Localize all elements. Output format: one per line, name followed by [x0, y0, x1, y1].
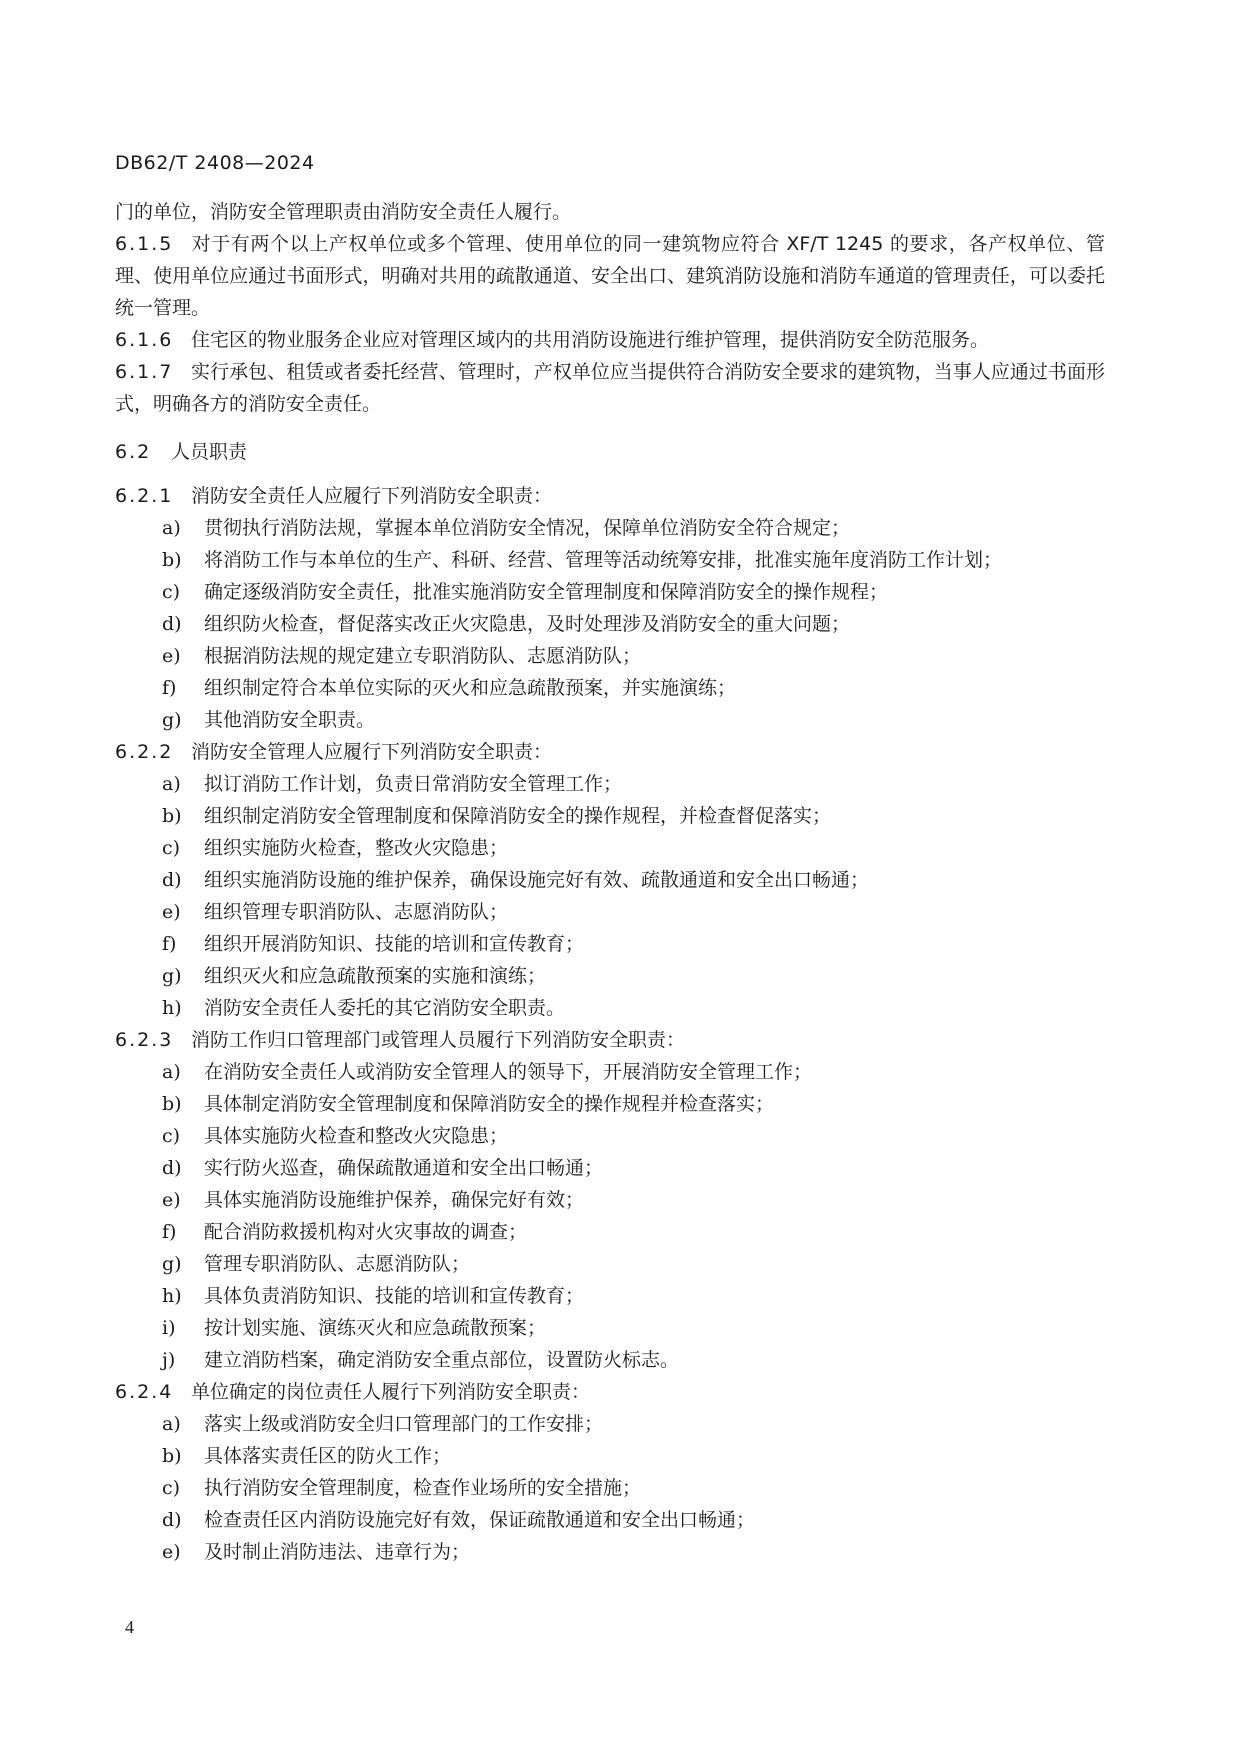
list-item-marker: e)	[162, 1189, 181, 1211]
clause-text: 住宅区的物业服务企业应对管理区域内的共用消防设施进行维护管理，提供消防安全防范服务。	[191, 329, 990, 351]
list-item-marker: g)	[162, 709, 182, 731]
list-item-marker: h)	[162, 997, 182, 1019]
list-item	[115, 576, 1105, 608]
list-item	[115, 1440, 1105, 1472]
list-item-marker: a)	[162, 1413, 181, 1435]
list-item-marker: b)	[162, 805, 182, 827]
list-item	[115, 928, 1105, 960]
clause-heading	[115, 1376, 1105, 1408]
duty-list	[115, 512, 1105, 736]
list-item-text: 管理专职消防队、志愿消防队；	[204, 1253, 471, 1275]
list-item-marker: e)	[162, 645, 181, 667]
list-item-text: 具体实施消防设施维护保养，确保完好有效；	[204, 1189, 585, 1211]
list-item-marker: b)	[162, 1093, 182, 1115]
list-item-marker: e)	[162, 901, 181, 923]
list-item-text: 组织管理专职消防队、志愿消防队；	[204, 901, 509, 923]
document-code-header: DB62/T 2408—2024	[115, 152, 315, 174]
list-item	[115, 672, 1105, 704]
list-item-marker: d)	[162, 1509, 182, 1531]
list-item	[115, 1056, 1105, 1088]
list-item-text: 检查责任区内消防设施完好有效，保证疏散通道和安全出口畅通；	[204, 1509, 756, 1531]
list-item	[115, 608, 1105, 640]
list-item-marker: i)	[162, 1317, 176, 1339]
list-item-marker: e)	[162, 1541, 181, 1563]
list-item-text: 组织防火检查，督促落实改正火灾隐患，及时处理涉及消防安全的重大问题；	[204, 613, 851, 635]
list-item-text: 消防安全责任人委托的其它消防安全职责。	[204, 997, 566, 1019]
list-item	[115, 992, 1105, 1024]
list-item	[115, 1504, 1105, 1536]
list-item-marker: g)	[162, 965, 182, 987]
list-item-marker: h)	[162, 1285, 182, 1307]
clause-text: 对于有两个以上产权单位或多个管理、使用单位的同一建筑物应符合 XF/T 1245 的要求，各产权单位、管理、使用单位应通过书面形式，明确对共用的疏散通道、安全出口、建筑消防设施和消防车通道的管理责任，可以委托统一管理。	[115, 233, 1105, 319]
page-number: 4	[125, 1617, 134, 1637]
section-title: 人员职责	[171, 441, 248, 463]
list-item	[115, 544, 1105, 576]
list-item-text: 组织灭火和应急疏散预案的实施和演练；	[204, 965, 547, 987]
list-item-marker: f)	[162, 1221, 177, 1243]
list-item	[115, 896, 1105, 928]
list-item-text: 组织制定消防安全管理制度和保障消防安全的操作规程，并检查督促落实；	[204, 805, 832, 827]
list-item	[115, 512, 1105, 544]
list-item	[115, 1184, 1105, 1216]
list-item-marker: j)	[162, 1349, 176, 1371]
list-item-marker: f)	[162, 933, 177, 955]
clause-paragraph	[115, 324, 1105, 356]
list-item-marker: a)	[162, 517, 181, 539]
clause-paragraph	[115, 228, 1105, 324]
list-item-text: 确定逐级消防安全责任，批准实施消防安全管理制度和保障消防安全的操作规程；	[204, 581, 889, 603]
section-number: 6.2	[115, 441, 152, 463]
list-item-text: 组织开展消防知识、技能的培训和宣传教育；	[204, 933, 585, 955]
list-item-text: 具体制定消防安全管理制度和保障消防安全的操作规程并检查落实；	[204, 1093, 775, 1115]
list-item-text: 具体负责消防知识、技能的培训和宣传教育；	[204, 1285, 585, 1307]
clause-paragraph	[115, 196, 1105, 228]
list-item-text: 执行消防安全管理制度，检查作业场所的安全措施；	[204, 1477, 642, 1499]
list-item-text: 具体实施防火检查和整改火灾隐患；	[204, 1125, 509, 1147]
clause-number: 6.2.3	[115, 1029, 174, 1051]
list-item-marker: a)	[162, 1061, 181, 1083]
clause-heading	[115, 736, 1105, 768]
list-item	[115, 1472, 1105, 1504]
list-item-text: 及时制止消防违法、违章行为；	[204, 1541, 471, 1563]
intro-paragraphs	[115, 196, 1105, 420]
list-item	[115, 1216, 1105, 1248]
clause-text: 门的单位，消防安全管理职责由消防安全责任人履行。	[115, 201, 572, 223]
list-item	[115, 768, 1105, 800]
list-item	[115, 1344, 1105, 1376]
list-item	[115, 800, 1105, 832]
list-item-text: 拟订消防工作计划，负责日常消防安全管理工作；	[204, 773, 623, 795]
list-item	[115, 1088, 1105, 1120]
list-item-text: 组织制定符合本单位实际的灭火和应急疏散预案，并实施演练；	[204, 677, 737, 699]
list-item-marker: c)	[162, 1477, 181, 1499]
list-item-marker: d)	[162, 869, 182, 891]
list-item	[115, 640, 1105, 672]
list-item-marker: b)	[162, 1445, 182, 1467]
list-item-text: 落实上级或消防安全归口管理部门的工作安排；	[204, 1413, 604, 1435]
list-item-marker: f)	[162, 677, 177, 699]
clause-title: 消防安全管理人应履行下列消防安全职责：	[191, 741, 553, 763]
clause-number: 6.2.2	[115, 741, 174, 763]
list-item-text: 组织实施消防设施的维护保养，确保设施完好有效、疏散通道和安全出口畅通；	[204, 869, 870, 891]
list-item-marker: c)	[162, 1125, 181, 1147]
list-item-marker: a)	[162, 773, 181, 795]
list-item-marker: c)	[162, 837, 181, 859]
list-item	[115, 832, 1105, 864]
clause-number: 6.1.7	[115, 361, 174, 383]
list-item-text: 根据消防法规的规定建立专职消防队、志愿消防队；	[204, 645, 642, 667]
list-item-marker: g)	[162, 1253, 182, 1275]
list-item	[115, 1248, 1105, 1280]
list-item-text: 按计划实施、演练灭火和应急疏散预案；	[204, 1317, 547, 1339]
list-item-marker: c)	[162, 581, 181, 603]
duty-list	[115, 768, 1105, 1024]
list-item	[115, 704, 1105, 736]
list-item	[115, 1536, 1105, 1568]
list-item-text: 实行防火巡查，确保疏散通道和安全出口畅通；	[204, 1157, 604, 1179]
list-item-text: 建立消防档案，确定消防安全重点部位，设置防火标志。	[204, 1349, 680, 1371]
list-item-text: 组织实施防火检查，整改火灾隐患；	[204, 837, 509, 859]
clause-heading	[115, 480, 1105, 512]
clause-title: 消防安全责任人应履行下列消防安全职责：	[191, 485, 553, 507]
list-item-text: 其他消防安全职责。	[204, 709, 376, 731]
clause-paragraph	[115, 356, 1105, 420]
list-item-text: 贯彻执行消防法规，掌握本单位消防安全情况，保障单位消防安全符合规定；	[204, 517, 851, 539]
list-item-marker: b)	[162, 549, 182, 571]
clause-text: 实行承包、租赁或者委托经营、管理时，产权单位应当提供符合消防安全要求的建筑物，当事人应通过书面形式，明确各方的消防安全责任。	[115, 361, 1105, 415]
list-item	[115, 1120, 1105, 1152]
list-item-text: 配合消防救援机构对火灾事故的调查；	[204, 1221, 528, 1243]
list-item-text: 在消防安全责任人或消防安全管理人的领导下，开展消防安全管理工作；	[204, 1061, 813, 1083]
clause-title: 消防工作归口管理部门或管理人员履行下列消防安全职责：	[191, 1029, 686, 1051]
list-item-text: 将消防工作与本单位的生产、科研、经营、管理等活动统筹安排，批准实施年度消防工作计划；	[204, 549, 1003, 571]
clause-number: 6.1.6	[115, 329, 174, 351]
duty-list	[115, 1056, 1105, 1376]
clause-number: 6.2.4	[115, 1381, 174, 1403]
list-item-marker: d)	[162, 1157, 182, 1179]
duty-list	[115, 1408, 1105, 1568]
list-item	[115, 960, 1105, 992]
clause-heading	[115, 1024, 1105, 1056]
document-body	[115, 196, 1105, 1568]
clause-number: 6.1.5	[115, 233, 174, 255]
clause-number: 6.2.1	[115, 485, 174, 507]
list-item	[115, 1408, 1105, 1440]
clause-list	[115, 480, 1105, 1568]
list-item	[115, 1312, 1105, 1344]
list-item	[115, 864, 1105, 896]
section-heading	[115, 436, 1105, 468]
list-item-text: 具体落实责任区的防火工作；	[204, 1445, 452, 1467]
clause-title: 单位确定的岗位责任人履行下列消防安全职责：	[191, 1381, 591, 1403]
list-item-marker: d)	[162, 613, 182, 635]
list-item	[115, 1152, 1105, 1184]
list-item	[115, 1280, 1105, 1312]
